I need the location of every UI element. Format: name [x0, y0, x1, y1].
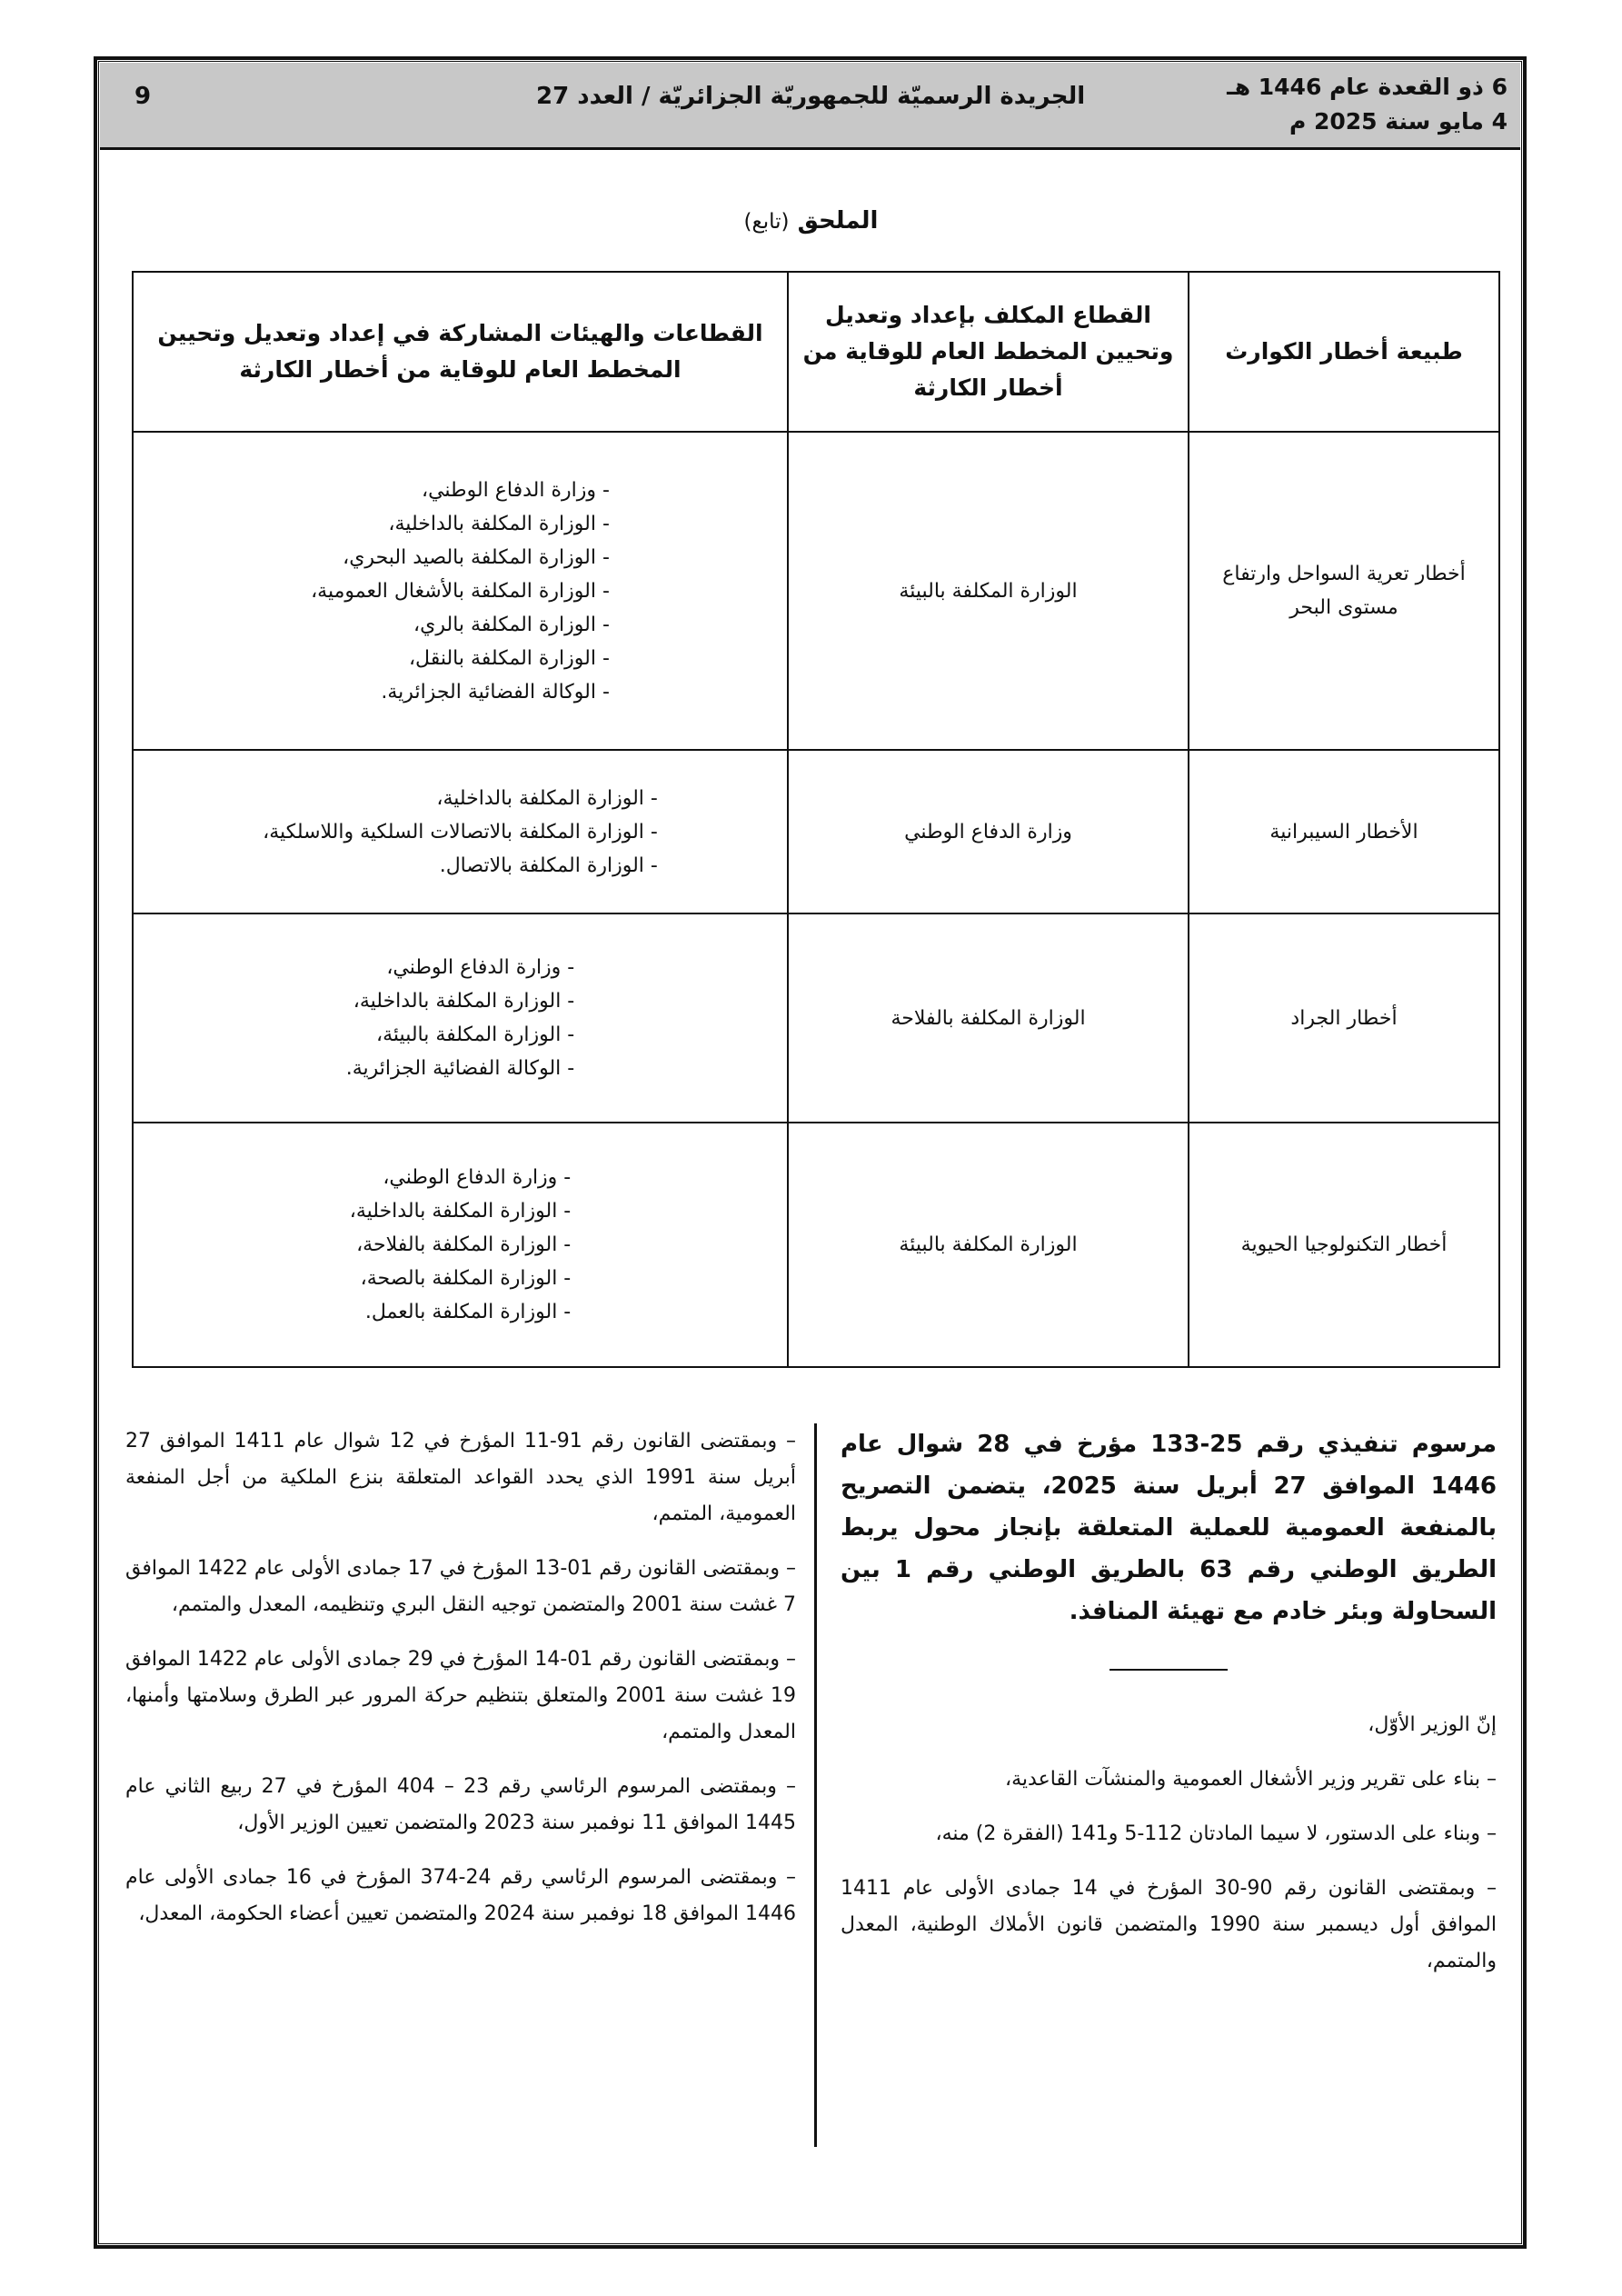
column-header-risk: طبيعة أخطار الكوارث	[1189, 272, 1499, 432]
decree-paragraph: – وبمقتضى المرسوم الرئاسي رقم 24-374 المؤرخ في 16 جمادى الأولى عام 1446 الموافق 18 نوفمبر سنة 2024 والمتضمن تعيين أعضاء الحكومة، المعدل،	[125, 1866, 797, 1925]
column-header-participants: القطاعات والهيئات المشاركة في إعداد وتعديل وتحيين المخطط العام للوقاية من أخطار الكارثة	[133, 272, 788, 432]
header-dates	[1227, 70, 1508, 139]
table-row	[133, 432, 1499, 750]
participant: - وزارة الدفاع الوطني،	[350, 1161, 572, 1194]
participants-list	[350, 1161, 572, 1329]
participant: - الوكالة الفضائية الجزائرية.	[346, 1052, 575, 1085]
decree-paragraph: – وبناء على الدستور، لا سيما المادتان 112-5 و141 (الفقرة 2) منه،	[935, 1822, 1497, 1845]
risk-cell: أخطار التكنولوجيا الحيوية	[1189, 1123, 1499, 1367]
decree-opening: إنّ الوزير الأوّل،	[1368, 1713, 1497, 1736]
decree-paragraph: – وبمقتضى المرسوم الرئاسي رقم 23 – 404 المؤرخ في 27 ربيع الثاني عام 1445 الموافق 11 نوفمبر سنة 2023 والمتضمن تعيين الوزير الأول،	[125, 1775, 796, 1834]
page-number: 9	[134, 83, 152, 110]
participants-cell	[133, 1123, 788, 1367]
decree-paragraph: – وبمقتضى القانون رقم 90-30 المؤرخ في 14 جمادى الأولى عام 1411 الموافق أول ديسمبر سنة 1990 والمتضمن قانون الأملاك الوطنية، المعدل والمتمم،	[841, 1877, 1498, 1972]
page-header	[100, 63, 1520, 150]
journal-title: الجريدة الرسميّة للجمهوريّة الجزائريّة / العدد 27	[536, 83, 1086, 110]
table-row	[133, 1123, 1499, 1367]
participant: - الوكالة الفضائية الجزائرية.	[311, 675, 610, 709]
participant: - وزارة الدفاع الوطني،	[311, 474, 610, 507]
risk-cell: أخطار تعرية السواحل وارتفاع مستوى البحر	[1189, 432, 1499, 750]
participant: - الوزارة المكلفة بالبيئة،	[346, 1018, 575, 1052]
lead-cell: الوزارة المكلفة بالبيئة	[788, 432, 1189, 750]
participant: - الوزارة المكلفة بالداخلية،	[311, 507, 610, 541]
decree-paragraph: – وبمقتضى القانون رقم 91-11 المؤرخ في 12 شوال عام 1411 الموافق 27 أبريل سنة 1991 الذي يحدد القواعد المتعلقة بنزع الملكية من أجل المنفعة العمومية، المتمم،	[125, 1430, 797, 1525]
decree-paragraph: – وبمقتضى القانون رقم 01-14 المؤرخ في 29 جمادى الأولى عام 1422 الموافق 19 غشت سنة 2001 والمتعلق بتنظيم حركة المرور عبر الطرق وسلامتها وأمنها، المعدل والمتمم،	[125, 1648, 796, 1743]
participant: - الوزارة المكلفة بالأشغال العمومية،	[311, 574, 610, 608]
annex-heading: الملحق	[797, 207, 879, 235]
risk-cell: أخطار الجراد	[1189, 913, 1499, 1123]
participants-list	[346, 951, 575, 1085]
participant: - الوزارة المكلفة بالداخلية،	[350, 1194, 572, 1228]
decree-paragraph: – وبمقتضى القانون رقم 01-13 المؤرخ في 17 جمادى الأولى عام 1422 الموافق 7 غشت سنة 2001 والمتضمن توجيه النقل البري وتنظيمه، المعدل والمتمم،	[125, 1557, 796, 1616]
participant: - الوزارة المكلفة بالري،	[311, 608, 610, 642]
participant: - الوزارة المكلفة بالداخلية،	[263, 782, 658, 815]
decree-title: مرسوم تنفيذي رقم 25-133 مؤرخ في 28 شوال عام 1446 الموافق 27 أبريل سنة 2025، يتضمن التصريح بالمنفعة العمومية للعملية المتعلقة بإنجاز محول يربط الطريق الوطني رقم 63 بالطريق الوطني رقم 1 بين السحاولة وبئر خادم مع تهيئة المنافذ.	[841, 1431, 1497, 1625]
participant: - وزارة الدفاع الوطني،	[346, 951, 575, 984]
participant: - الوزارة المكلفة بالصحة،	[350, 1262, 572, 1295]
lead-cell: الوزارة المكلفة بالبيئة	[788, 1123, 1189, 1367]
gregorian-date: 4 مايو سنة 2025 م	[1289, 108, 1508, 135]
participant: - الوزارة المكلفة بالفلاحة،	[350, 1228, 572, 1262]
separator-line	[1110, 1669, 1228, 1671]
table-row	[133, 750, 1499, 913]
table-row	[133, 913, 1499, 1123]
annex-title	[0, 207, 1622, 235]
decree-paragraph: – بناء على تقرير وزير الأشغال العمومية والمنشآت القاعدية،	[1005, 1768, 1497, 1791]
lead-cell: الوزارة المكلفة بالفلاحة	[788, 913, 1189, 1123]
participants-list	[311, 474, 610, 709]
participants-cell	[133, 432, 788, 750]
participants-cell	[133, 913, 788, 1123]
column-divider	[814, 1423, 817, 2147]
annex-subtitle: (تابع)	[743, 210, 790, 234]
participants-list	[263, 782, 658, 883]
participants-cell	[133, 750, 788, 913]
participant: - الوزارة المكلفة بالنقل،	[311, 642, 610, 675]
annex-table	[132, 271, 1500, 1368]
participant: - الوزارة المكلفة بالاتصالات السلكية واللاسلكية،	[263, 815, 658, 849]
participant: - الوزارة المكلفة بالداخلية،	[346, 984, 575, 1018]
decree-column-left	[125, 1423, 796, 1951]
participant: - الوزارة المكلفة بالصيد البحري،	[311, 541, 610, 574]
decree-column-right	[841, 1423, 1497, 1998]
column-header-lead: القطاع المكلف بإعداد وتعديل وتحيين المخطط العام للوقاية من أخطار الكارثة	[788, 272, 1189, 432]
lead-cell: وزارة الدفاع الوطني	[788, 750, 1189, 913]
participant: - الوزارة المكلفة بالاتصال.	[263, 849, 658, 883]
table-header-row	[133, 272, 1499, 432]
hijri-date: 6 ذو القعدة عام 1446 هـ	[1227, 74, 1508, 100]
risk-cell: الأخطار السيبرانية	[1189, 750, 1499, 913]
participant: - الوزارة المكلفة بالعمل.	[350, 1295, 572, 1329]
